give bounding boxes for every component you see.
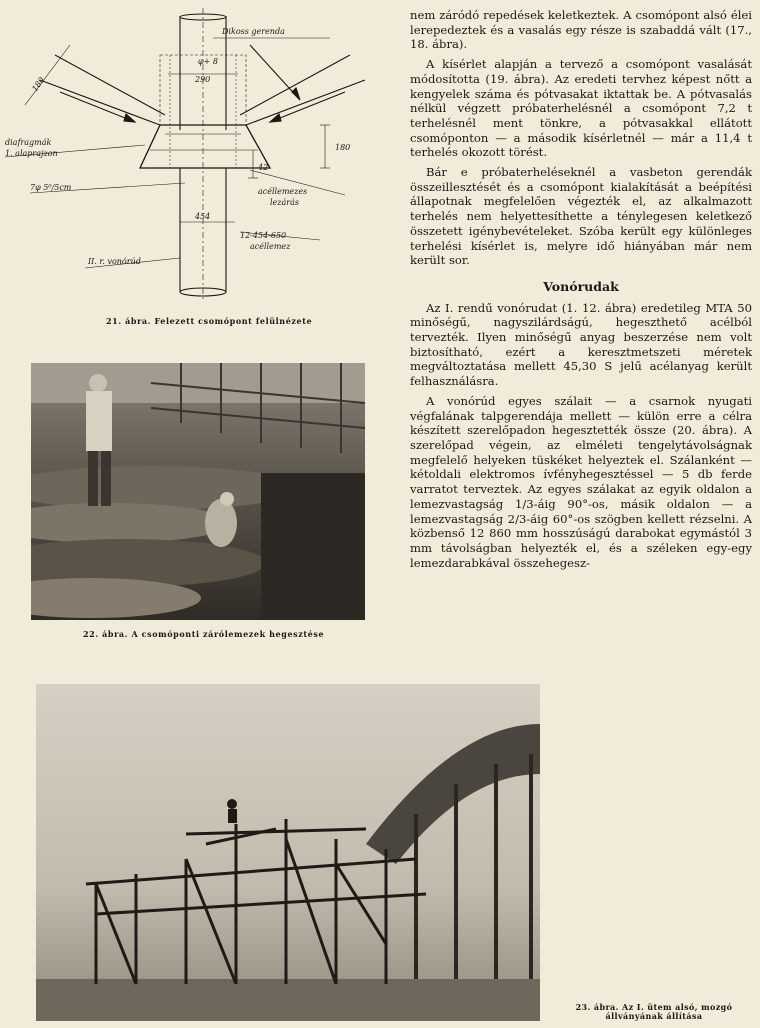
label-d180: 180 (30, 75, 47, 94)
figure-23-caption-line2: állványának állítása (605, 1011, 703, 1021)
label-plate1: acéllemezes (258, 187, 308, 196)
paragraph-3: Bár e próbaterheléseknél a vasbeton gerendák összeillesztését és a csomópont kialakítását a beépítési állapotnak megfelelően végezték el, az alkalmazott terhelés nem helyettesíthette a ténylegesen keletkező összetett igénybevételeket. Szóba került egy különleges terhelési kísérlet is, melyre idő hiányában már nem került sor. (410, 165, 752, 268)
label-plate-spec2: acéllemez (250, 242, 291, 251)
label-d290: 290 (195, 75, 211, 84)
figure-23-caption (548, 1003, 760, 1021)
label-diaphragm: diafragmák (5, 138, 52, 147)
label-d180b: 180 (335, 143, 351, 152)
section-heading: Vonórudak (543, 278, 619, 294)
label-diaphragm2: 1. alaprajzon (5, 149, 58, 158)
figure-23-caption-line1: 23. ábra. Az I. ütem alsó, mozgó (575, 1002, 733, 1012)
figure-23-photo (36, 684, 540, 1021)
body-text-column (410, 8, 752, 575)
label-plate-spec: 12-454-650 (240, 231, 287, 240)
paragraph-5: A vonórúd egyes szálait — a csarnok nyugati végfalának talpgerendája mellett — külön erre a célra készített szerelőpadon hegesztették össze (20. ábra). A szerelőpad végein, az elméleti tengelytávolságnak megfelelő helyeken tüskéket helyeztek el. Szálanként — kétoldali elektromos ívfényhegesztéssel — 5 db ferde varratot terveztek. Az egyes szálakat az egyik oldalon a lemezvastagság 1/3-áig 90°-os, másik oldalon — a lemezvastagság 2/3-áig 60°-os szögben kellett rézselni. A közbenső 12 860 mm hosszúságú darabokat egymástól 3 mm távolságban helyezték el, és a széleken egy-egy lemezdarabkával összehegesz- (410, 393, 752, 570)
paragraph-1: nem záródó repedések keletkeztek. A csomópont alsó élei lerepedeztek és a vasalás egy része is szabaddá vált (17., 18. ábra). (410, 8, 752, 52)
label-tierod: II. r. vonórúd (88, 257, 141, 266)
paragraph-4: Az I. rendű vonórudat (1. 12. ábra) eredetileg MTA 50 minőségű, nagyszilárdságú, hegeszthető acélból tervezték. Ilyen minőségű anyag beszerzése nem volt biztosítható, ezért a keresztmetszeti méretek megváltoztatása mellett 45,30 S jelű acélanyag került felhasználásra. (410, 300, 752, 389)
label-rebar: φ+ 8 (198, 57, 218, 66)
label-beam: Dikoss gerenda (222, 27, 285, 36)
label-stirrup: 7φ 5⁰/5cm (30, 183, 72, 192)
label-d42: 42 (258, 163, 269, 172)
label-plate2: lezárás (270, 198, 299, 207)
label-d454: 454 (195, 212, 211, 221)
paragraph-2: A kísérlet alapján a tervező a csomópont vasalását módosította (19. ábra). Az eredeti tervhez képest nőtt a kengyelek száma és pótvasakat iktattak be. A pótvasalás nélkül végzett próbaterhelésnél a csomópont 7,2 t terhelésnél ment tönkre, a pótvasakkal ellátott csomóponton — a második kísérletnél — már a 11,4 t terhelés okozott törést. (410, 57, 752, 160)
figure-21-caption: 21. ábra. Felezett csomópont felülnézete (106, 316, 313, 326)
figure-22-caption: 22. ábra. A csomóponti zárólemezek hegesztése (83, 629, 325, 639)
figure-22-photo (31, 363, 365, 620)
figure-21-drawing (0, 0, 400, 310)
